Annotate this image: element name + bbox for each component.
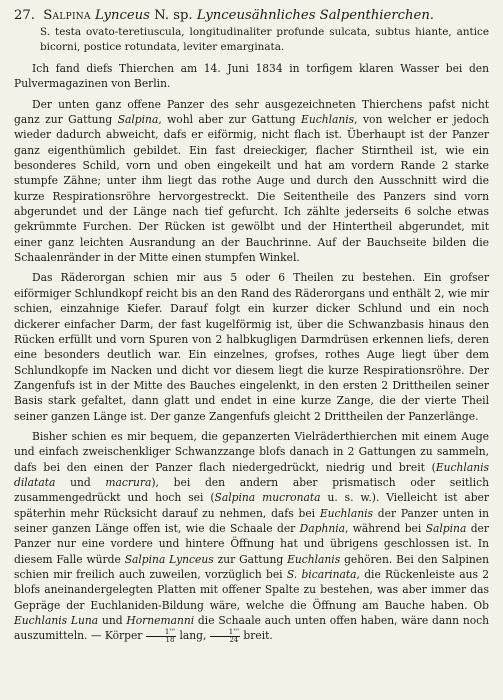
taxon-name: Daphnia: [299, 521, 345, 535]
size-fraction: [210, 629, 240, 644]
text-run: lang,: [176, 629, 210, 643]
text-run: zur Gattung: [213, 552, 288, 566]
taxon-name: Salpina mucronata: [214, 491, 321, 505]
taxon-name: S. bicarinata: [286, 568, 357, 581]
text-run: , während bei: [345, 521, 426, 535]
species-heading: [14, 8, 489, 24]
taxon-name: Euchlanis: [301, 113, 355, 127]
taxon-name: Euchlanis: [287, 552, 341, 566]
taxon-name: Salpina: [117, 113, 159, 127]
taxon-name: Salpina Lynceus: [124, 552, 214, 566]
taxon-name: Hornemanni: [126, 614, 195, 628]
paragraph: [14, 61, 489, 92]
text-run: , die Rückenleiste aus 2 blofs aneinandergelegten Platten mit offener Spalte zu bestehen, was aber immer das Gepräge der Euchlaniden-Bildung wäre, welche die Öffnung am Bauche haben. Ob: [14, 568, 490, 612]
text-run: u. s. w.). Vielleicht ist aber späterhin mehr Rücksicht darauf zu nehmen, dafs bei: [14, 491, 489, 520]
taxon-name: Euchlanis Luna: [14, 614, 99, 628]
new-species-mark: N. sp.: [154, 8, 193, 23]
taxon-name: Euchlanis: [319, 506, 373, 520]
taxon-name: Salpina: [425, 521, 467, 535]
size-fraction: [146, 629, 176, 644]
species-number: 27.: [14, 8, 35, 23]
paragraph: [14, 429, 489, 644]
text-run: Der unten ganz offene Panzer des sehr ausgezeichneten Thierchens pafst nicht ganz zur Gattung: [14, 97, 489, 127]
text-run: breit.: [240, 629, 273, 643]
fraction-numerator: 1''': [210, 629, 240, 637]
paragraph: [14, 97, 489, 266]
text-run: gehören. Bei den Salpinen schien mir freilich auch zuweilen, vorzüglich bei: [14, 552, 490, 581]
text-run: der Panzer nur eine vordere und hintere Öffnung hat und übrigens geschlossen ist. In diesem Falle würde: [14, 521, 489, 566]
text-run: , wohl aber zur Gattung: [158, 113, 302, 127]
text-run: und: [55, 475, 106, 489]
paragraph: [14, 270, 489, 423]
text-run: die Schaale auch unten offen haben, wäre dann noch auszumitteln. — Körper: [14, 614, 490, 643]
body-text: [14, 61, 489, 644]
fraction-numerator: 1''': [146, 629, 176, 637]
taxon-name: Euchlanis dilatata: [14, 460, 489, 489]
german-common-name: Lynceusähnliches Salpenthierchen.: [196, 8, 435, 23]
text-run: der Panzer unten in seiner ganzen Länge offen ist, wie die Schaale der: [14, 506, 489, 535]
genus-name: Salpina: [43, 8, 91, 23]
text-run: Ich fand diefs Thierchen am 14. Juni 1834 in torfigem klaren Wasser bei den Pulvermagazinen von Berlin.: [14, 62, 489, 91]
taxon-name: macrura: [105, 475, 152, 489]
text-run: Bisher schien es mir bequem, die gepanzerten Vielräderthierchen mit einem Auge und einfach zweischenkliger Schwanzzange blofs danach in 2 Gattungen zu sammeln, dafs bei den einen der Panzer flach niedergedrückt, niedrig und breit (: [14, 429, 489, 474]
latin-diagnosis: S. testa ovato-teretiuscula, longitudinaliter profunde sulcata, subtus hiante, antice bicorni, postice rotundata, leviter emarginata.: [40, 26, 489, 53]
text-run: , von welcher er jedoch wieder dadurch abweicht, dafs er eiförmig, nicht flach ist. Überhaupt ist der Panzer ganz eigenthümlich gebildet. Ein fast dreieckiger, flacher Stirntheil ist, wie ein besonderes Schild, vorn und oben eingekeilt und hat am vordern Rande 2 starke stumpfe Zähne; unter ihm liegt das rothe Auge und durch den Ausschnitt wird die kurze Respirationsröhre hervorgestreckt. Die Seitentheile des Panzers sind vorn abgerundet und der Länge nach tief gefurcht. Ich zählte jederseits 6 solche etwas gekrümmte Furchen. Der Rücken ist gewölbt und der Hintertheil abgerundet, mit einer ganz leichten Ausrandung an der Bauchrinne. Auf der Bauchseite bilden die Schaalenränder in der Mitte einen stumpfen Winkel.: [14, 113, 489, 265]
fraction-denominator: 18: [165, 635, 175, 644]
text-run: und: [98, 614, 127, 628]
fraction-denominator: 24: [229, 635, 239, 644]
species-epithet: Lynceus: [95, 8, 150, 23]
text-run: Das Räderorgan schien mir aus 5 oder 6 Theilen zu bestehen. Ein grofser eiförmiger Schlundkopf reicht bis an den Rand des Räderorgans und enthält 2, wie mir schien, einzahnige Kiefer. Darauf folgt ein kurzer dicker Schlund und ein noch dickerer einfacher Darm, der fast kugelförmig ist, über die Schwanzbasis hinaus den Rücken erfüllt und vorn Spuren von 2 halbkugligen Darmdrüsen erkennen liefs, deren eine besonders deutlich war. Ein einzelnes, grofses, rothes Auge liegt über dem Schlundkopfe im Nacken und dicht vor diesem liegt die kurze Respirationsröhre. Der Zangenfufs ist in der Mitte des Bauches eingelenkt, in den ersten 2 Drittheilen seiner Basis stark gefaltet, dann glatt und endet in eine kurze Zange, die der vierte Theil seiner ganzen Länge ist. Der ganze Zangenfufs gleicht 2 Drittheilen der Panzerlänge.: [14, 271, 489, 423]
text-run: ), bei den andern aber prismatisch oder seitlich zusammengedrückt und hoch sei (: [14, 475, 489, 505]
